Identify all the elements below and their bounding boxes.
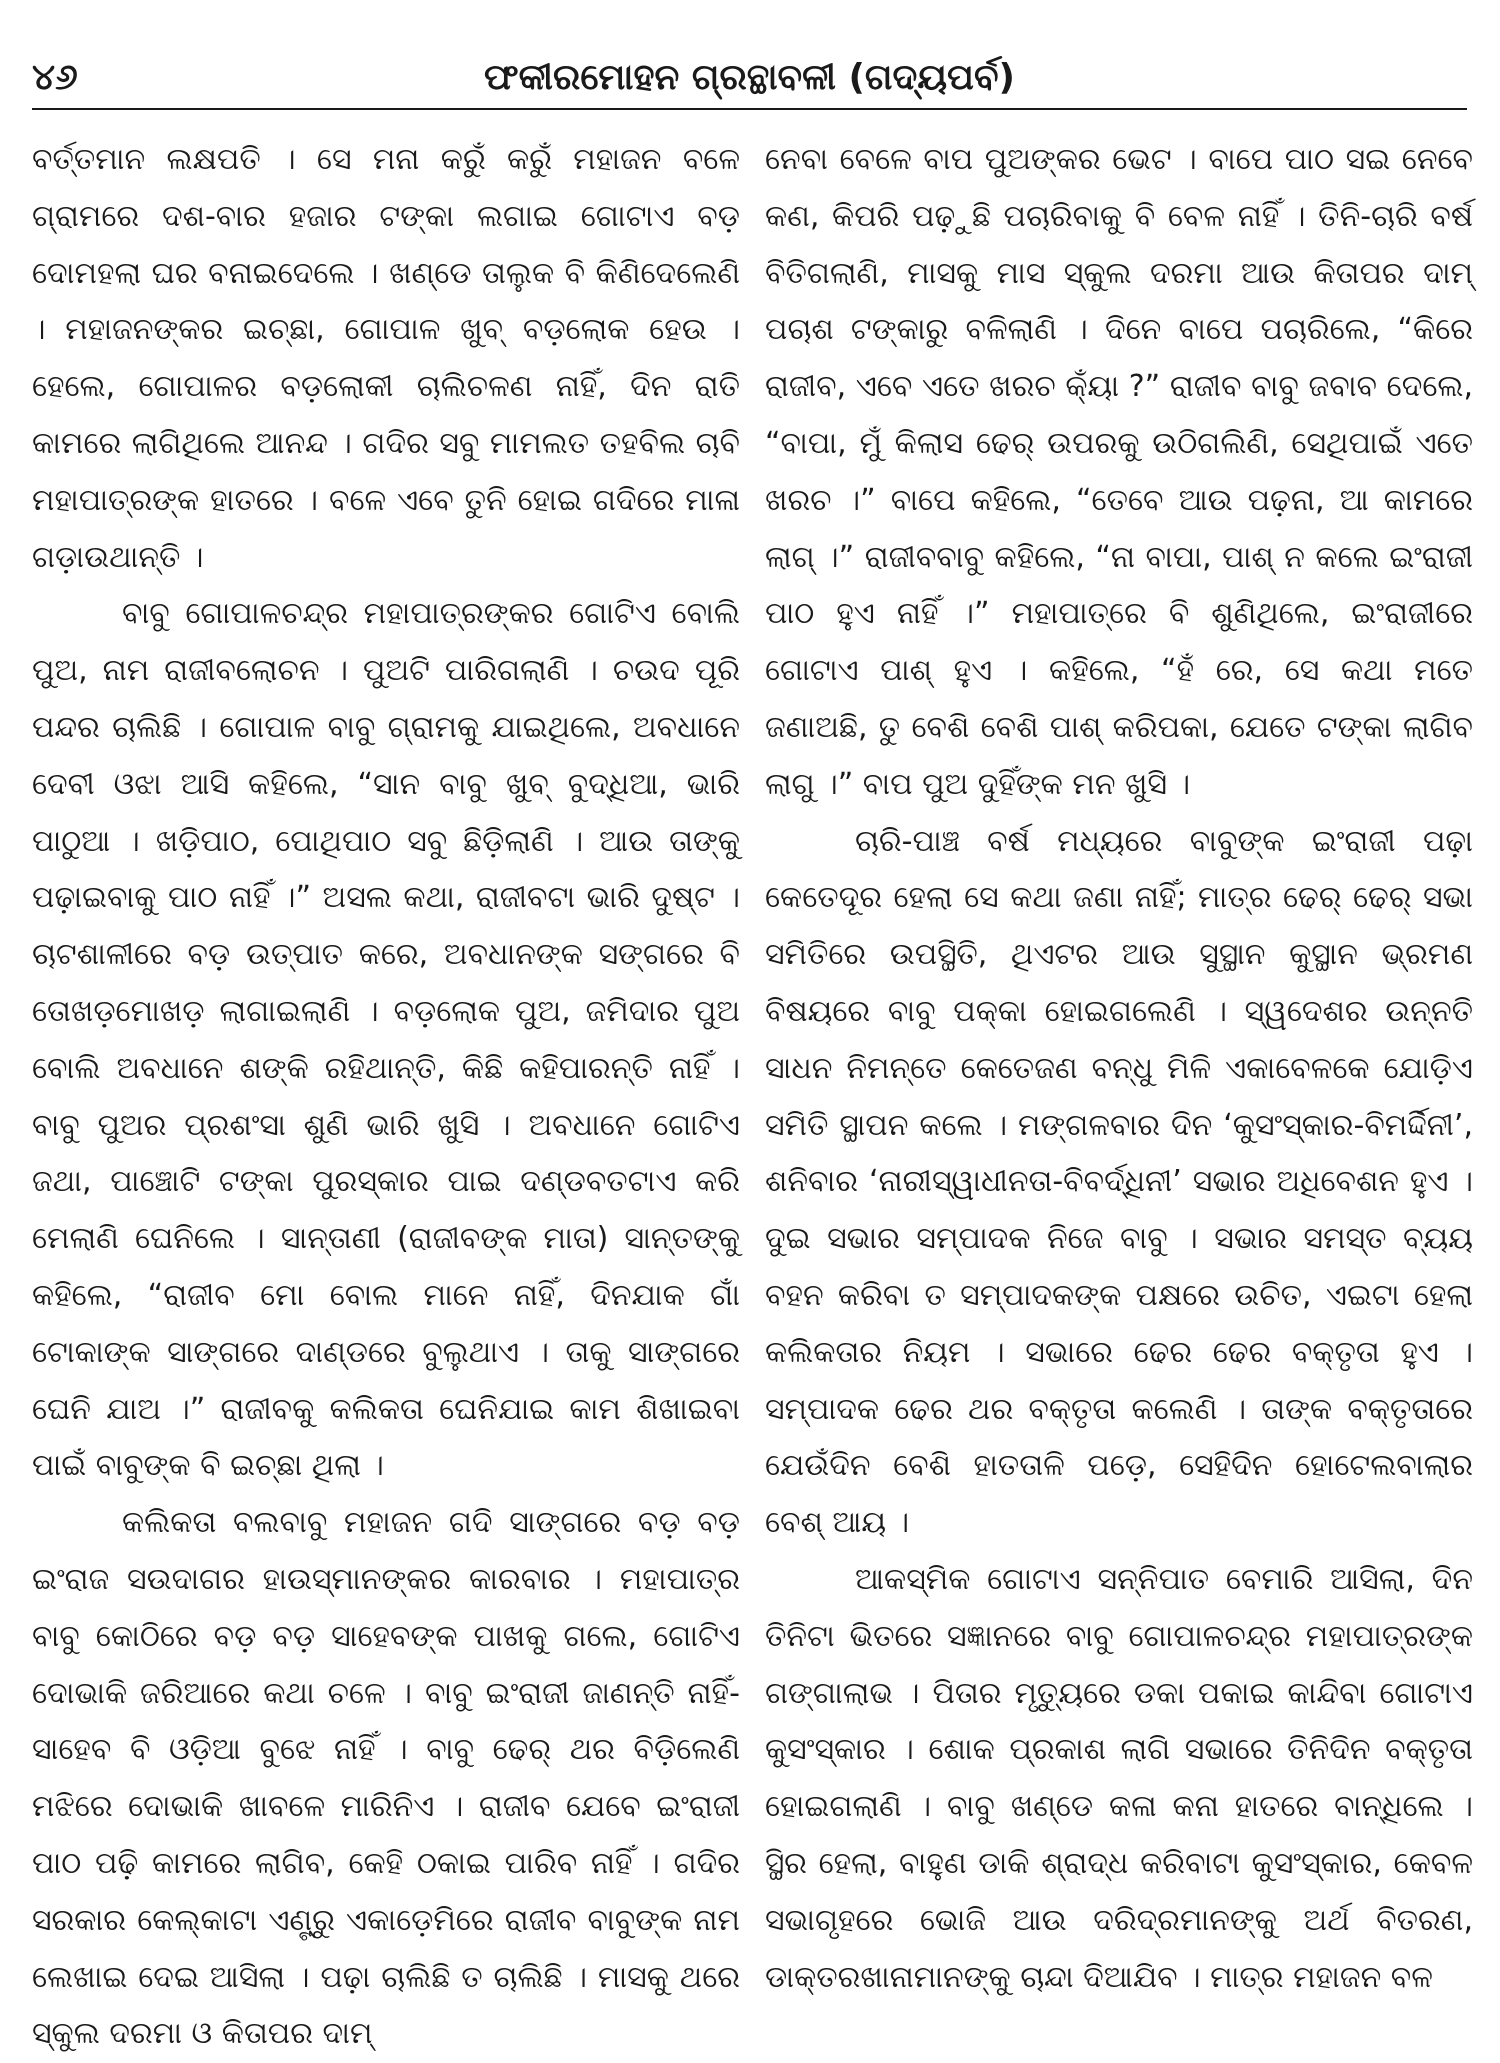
paragraph: କଲିକତା ବଲବାବୁ ମହାଜନ ଗଦି ସାଙ୍ଗରେ ବଡ଼ ବଡ଼ ଇଂରାଜ ସଉଦାଗର ହାଉସ୍‌ମାନଙ୍କର କାରବାର । ମହାପାତ୍ର ବାବୁ କୋଠିରେ ବଡ଼ ବଡ଼ ସାହେବଙ୍କ ପାଖକୁ ଗଲେ, ଗୋଟିଏ ଦୋଭାକି ଜରିଆରେ କଥା ଚଳେ । ବାବୁ ଇଂରାଜୀ ଜାଣନ୍ତି ନାହିଁ- ସାହେବ ବି ଓଡ଼ିଆ ବୁଝେ ନାହିଁ । ବାବୁ ଢେର୍ ଥର ବିଡ଼ିଲେଣି ମଝିରେ ଦୋଭାକି ଖାବଳେ ମାରିନିଏ । ରାଜୀବ ଯେବେ ଇଂରାଜୀ ପାଠ ପଢ଼ି କାମରେ ଲାଗିବ, କେହି ଠକାଇ ପାରିବ ନାହିଁ । ଗଦିର ସରକାର କେଲ୍‌କାଟା ଏଣ୍ଟ୍ରୁ ଏକାଡ଼େମିରେ ରାଜୀବ ବାବୁଙ୍କ ନାମ ଲେଖାଇ ଦେଇ ଆସିଲା । ପଢ଼ା ଚାଲିଛି ତ ଚାଲିଛି । ମାସକୁ ଥରେ ସ୍କୁଲ ଦରମା ଓ କିତାପର ଦାମ୍ [32, 1505, 740, 2052]
page-header [32, 54, 1467, 102]
paragraph: ଆକସ୍ମିକ ଗୋଟାଏ ସନ୍ନିପାତ ବେମାରି ଆସିଲା, ଦିନ ତିନିଟା ଭିତରେ ସଜ୍ଞାନରେ ବାବୁ ଗୋପାଳଚନ୍ଦ୍ର ମହାପାତ୍ରଙ୍କ ଗଙ୍ଗାଲାଭ । ପିତାର ମୃତ୍ୟୁରେ ଡକା ପକାଇ କାନ୍ଦିବା ଗୋଟାଏ କୁସଂସ୍କାର । ଶୋକ ପ୍ରକାଶ ଲାଗି ସଭାରେ ତିନିଦିନ ବକ୍ତୃତା ହୋଇଗଲାଣି । ବାବୁ ଖଣ୍ଡେ କଳା କନା ହାତରେ ବାନ୍ଧିଲେ । ସ୍ଥିର ହେଲା, ବାହୁଣ ଡାକି ଶ୍ରାଦ୍ଧ କରିବାଟା କୁସଂସ୍କାର, କେବଳ ସଭାଗୃହରେ ଭୋଜି ଆଉ ଦରିଦ୍ରମାନଙ୍କୁ ଅର୍ଥ ବିତରଣ, ଡାକ୍ତରଖାନାମାନଙ୍କୁ ଚାନ୍ଦା ଦିଆଯିବ । ମାତ୍ର ମହାଜନ ବଳ [765, 1561, 1473, 1995]
paragraph: ନେବା ବେଳେ ବାପ ପୁଅଙ୍କର ଭେଟ । ବାପେ ପାଠ ସଇ ନେବେ କଣ, କିପରି ପଢ଼ୁଛି ପଚାରିବାକୁ ବି ବେଳ ନାହିଁ । ତିନି-ଚାରି ବର୍ଷ ବିତିଗଲାଣି, ମାସକୁ ମାସ ସ୍କୁଲ ଦରମା ଆଉ କିତାପର ଦାମ୍ ପଚାଶ ଟଙ୍କାରୁ ବଳିଲାଣି । ଦିନେ ବାପେ ପଚାରିଲେ, “କିରେ ରାଜୀବ, ଏବେ ଏତେ ଖରଚ କ୍ୟାଁ ?” ରାଜୀବ ବାବୁ ଜବାବ ଦେଲେ, “ବାପା, ମୁଁ କିଲାସ ଢେର୍ ଉପରକୁ ଉଠିଗଲିଣି, ସେଥିପାଇଁ ଏତେ ଖରଚ ।” ବାପେ କହିଲେ, “ତେବେ ଆଉ ପଢ଼ନା, ଆ କାମରେ ଲାଗ୍ ।” ରାଜୀବବାବୁ କହିଲେ, “ନା ବାପା, ପାଶ୍ ନ କଲେ ଇଂରାଜୀ ପାଠ ହୁଏ ନାହିଁ ।” ମହାପାତ୍ରେ ବି ଶୁଣିଥିଲେ, ଇଂରାଜୀରେ ଗୋଟାଏ ପାଶ୍ ହୁଏ । କହିଲେ, “ହଁ ରେ, ସେ କଥା ମତେ ଜଣାଅଛି, ତୁ ବେଶି ବେଶି ପାଶ୍ କରିପକା, ଯେତେ ଟଙ୍କା ଲାଗିବ ଲାଗୁ ।” ବାପ ପୁଅ ଦୁହିଁଙ୍କ ମନ ଖୁସି । [765, 142, 1473, 802]
right-column [765, 132, 1473, 2006]
paragraph: ବାବୁ ଗୋପାଳଚନ୍ଦ୍ର ମହାପାତ୍ରଙ୍କର ଗୋଟିଏ ବୋଲି ପୁଅ, ନାମ ରାଜୀବଲୋଚନ । ପୁଅଟି ପାରିଗଲାଣି । ଚଉଦ ପୂରି ପନ୍ଦର ଚାଲିଛି । ଗୋପାଳ ବାବୁ ଗ୍ରାମକୁ ଯାଇଥିଲେ, ଅବଧାନେ ଦେବୀ ଓଝା ଆସି କହିଲେ, “ସାନ ବାବୁ ଖୁବ୍ ବୁଦ୍ଧିଆ, ଭାରି ପାଠୁଆ । ଖଡ଼ିପାଠ, ପୋଥିପାଠ ସବୁ ଛିଡ଼ିଲାଣି । ଆଉ ତାଙ୍କୁ ପଢ଼ାଇବାକୁ ପାଠ ନାହିଁ ।” ଅସଲ କଥା, ରାଜୀବଟା ଭାରି ଦୁଷ୍ଟ । ଚାଟଶାଳୀରେ ବଡ଼ ଉତ୍ପାତ କରେ, ଅବଧାନଙ୍କ ସଙ୍ଗରେ ବି ତୋଖଡ଼ମୋଖଡ଼ ଲାଗାଇଲାଣି । ବଡ଼ଲୋକ ପୁଅ, ଜମିଦାର ପୁଅ ବୋଲି ଅବଧାନେ ଶଙ୍କି ରହିଥାନ୍ତି, କିଛି କହିପାରନ୍ତି ନାହିଁ । ବାବୁ ପୁଅର ପ୍ରଶଂସା ଶୁଣି ଭାରି ଖୁସି । ଅବଧାନେ ଗୋଟିଏ ଜଥା, ପାଞ୍ଚୋଟି ଟଙ୍କା ପୁରସ୍କାର ପାଇ ଦଣ୍ଡବତଟାଏ କରି ମେଲାଣି ଘେନିଲେ । ସାନ୍ତାଣୀ (ରାଜୀବଙ୍କ ମାତା) ସାନ୍ତଙ୍କୁ କହିଲେ, “ରାଜୀବ ମୋ ବୋଲ ମାନେ ନାହିଁ, ଦିନଯାକ ଗାଁ ଟୋକାଙ୍କ ସାଙ୍ଗରେ ଦାଣ୍ଡରେ ବୁଲୁଥାଏ । ତାକୁ ସାଙ୍ଗରେ ଘେନି ଯାଅ ।” ରାଜୀବକୁ କଲିକତା ଘେନିଯାଇ କାମ ଶିଖାଇବା ପାଇଁ ବାବୁଙ୍କ ବି ଇଚ୍ଛା ଥିଲା । [32, 596, 740, 1484]
paragraph: ଚାରି-ପାଞ୍ଚ ବର୍ଷ ମଧ୍ୟରେ ବାବୁଙ୍କ ଇଂରାଜୀ ପଢ଼ା କେତେଦୂର ହେଲା ସେ କଥା ଜଣା ନାହିଁ; ମାତ୍ର ଢେର୍ ଢେର୍ ସଭା ସମିତିରେ ଉପସ୍ଥିତି, ଥିଏଟର ଆଉ ସୁସ୍ଥାନ କୁସ୍ଥାନ ଭ୍ରମଣ ବିଷୟରେ ବାବୁ ପକ୍କା ହୋଇଗଲେଣି । ସ୍ୱଦେଶର ଉନ୍ନତି ସାଧନ ନିମନ୍ତେ କେତେଜଣ ବନ୍ଧୁ ମିଳି ଏକାବେଳକେ ଯୋଡ଼ିଏ ସମିତି ସ୍ଥାପନ କଲେ । ମଙ୍ଗଳବାର ଦିନ ‘କୁସଂସ୍କାର-ବିମର୍ଦ୍ଦିନୀ’, ଶନିବାର ‘ନାରୀସ୍ୱାଧୀନତା-ବିବର୍ଦ୍ଧିନୀ’ ସଭାର ଅଧିବେଶନ ହୁଏ । ଦୁଇ ସଭାର ସମ୍ପାଦକ ନିଜେ ବାବୁ । ସଭାର ସମସ୍ତ ବ୍ୟୟ ବହନ କରିବା ତ ସମ୍ପାଦକଙ୍କ ପକ୍ଷରେ ଉଚିତ, ଏଇଟା ହେଲା କଲିକତାର ନିୟମ । ସଭାରେ ଢେର ଢେର ବକ୍ତୃତା ହୁଏ । ସମ୍ପାଦକ ଢେର ଥର ବକ୍ତୃତା କଲେଣି । ତାଙ୍କ ବକ୍ତୃତାରେ ଯେଉଁଦିନ ବେଶି ହାତତାଳି ପଡ଼େ, ସେହିଦିନ ହୋଟେଲବାଲାର ବେଶ୍ ଆୟ । [765, 823, 1473, 1541]
running-title: ଫକୀରମୋହନ ଗ୍ରନ୍ଥାବଳୀ (ଗଦ୍ୟପର୍ବ) [484, 57, 1015, 98]
header-divider [32, 108, 1467, 110]
page-number: ୪୬ [32, 57, 78, 98]
paragraph: ବର୍ତ୍ତମାନ ଲକ୍ଷପତି । ସେ ମନା କରୁଁ କରୁଁ ମହାଜନ ବଳେ ଗ୍ରାମରେ ଦଶ-ବାର ହଜାର ଟଙ୍କା ଲଗାଇ ଗୋଟାଏ ବଡ଼ ଦୋମହଲା ଘର ବନାଇଦେଲେ । ଖଣ୍ଡେ ତାଲୁକ ବି କିଣିଦେଲେଣି । ମହାଜନଙ୍କର ଇଚ୍ଛା, ଗୋପାଳ ଖୁବ୍ ବଡ଼ଲୋକ ହେଉ । ହେଲେ, ଗୋପାଳର ବଡ଼ଲୋକୀ ଚାଲିଚଳଣ ନାହିଁ, ଦିନ ରାତି କାମରେ ଲାଗିଥିଲେ ଆନନ୍ଦ । ଗଦିର ସବୁ ମାମଲତ ତହବିଲ ଚାବି ମହାପାତ୍ରଙ୍କ ହାତରେ । ବଳେ ଏବେ ତୁନି ହୋଇ ଗଦିରେ ମାଳା ଗଡ଼ାଉଥାନ୍ତି । [32, 142, 740, 575]
left-column [32, 132, 740, 2063]
